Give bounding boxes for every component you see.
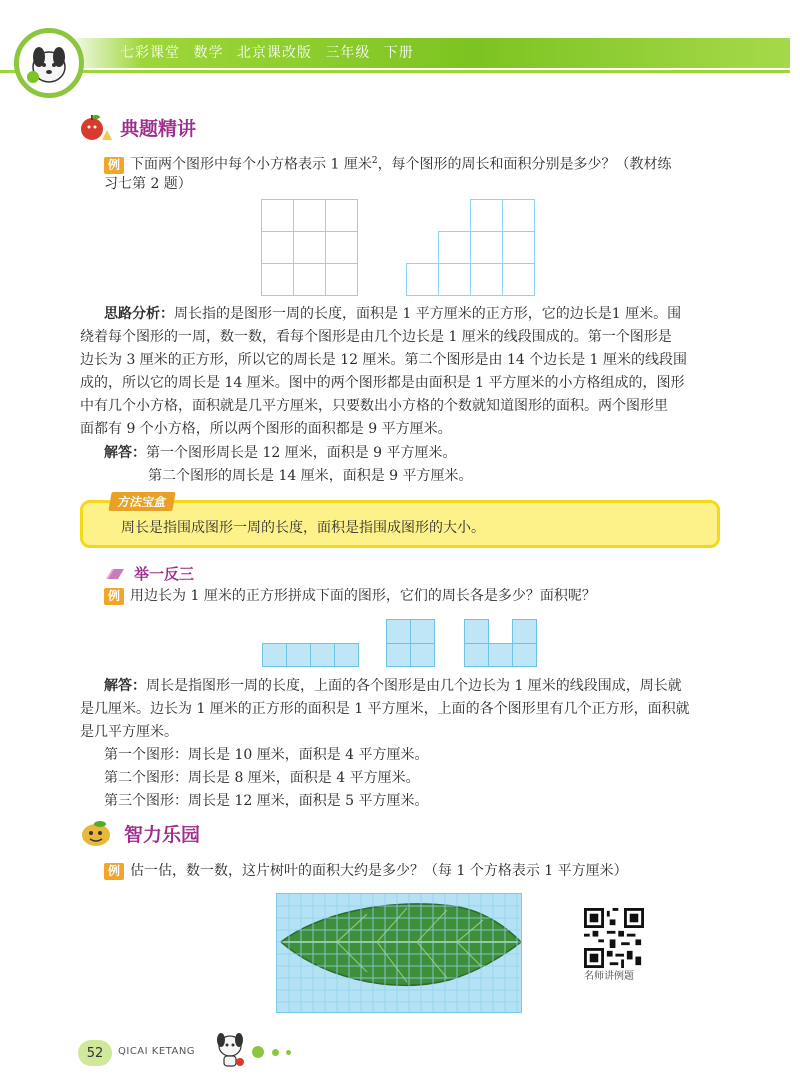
grid-cell	[325, 263, 358, 296]
grid-cell	[512, 619, 537, 644]
dog-mascot-icon	[212, 1030, 248, 1070]
analysis-line-4: 成的，所以它的周长是 14 厘米。图中的两个图形都是由面积是 1 平方厘米的小方格组成的，图形	[80, 375, 685, 391]
grid-cell	[325, 199, 358, 232]
grid-cell	[334, 643, 359, 667]
example-tag: 例	[104, 588, 124, 605]
grid-cell	[293, 231, 326, 264]
grid-cell	[470, 199, 503, 232]
grid-cell	[310, 643, 335, 667]
method-text: 周长是指围成图形一周的长度，面积是指围成图形的大小。	[121, 520, 485, 536]
section-heading-puzzle	[78, 818, 200, 848]
grid-cell	[470, 263, 503, 296]
analysis-line-6: 面都有 9 个小方格，所以两个图形的面积都是 9 平方厘米。	[80, 421, 452, 437]
answer-line-1	[104, 442, 457, 465]
grid-cell	[512, 643, 537, 667]
grid-cell	[410, 619, 435, 644]
grid-cell	[325, 231, 358, 264]
grid-cell	[464, 619, 489, 644]
analysis-line-3: 边长为 3 厘米的正方形，所以它的周长是 12 厘米。第二个图形是由 14 个边长是 1 厘米的线段围	[80, 352, 688, 368]
grid-cell	[410, 643, 435, 667]
question-text: 估一估，数一数，这片树叶的面积大约是多少？（每 1 个方格表示 1 平方厘米）	[130, 863, 628, 879]
practice-answer-line-2: 是几厘米。边长为 1 厘米的正方形的面积是 1 平方厘米，上面的各个图形里有几个正方形，面积就	[80, 701, 690, 717]
grid-cell	[470, 231, 503, 264]
answer-text: 第一个图形周长是 12 厘米，面积是 9 平方厘米。	[146, 445, 457, 461]
method-tag: 方法宝盒	[108, 492, 175, 511]
page-number: 52	[78, 1040, 112, 1066]
section-heading-practice	[104, 563, 194, 584]
answer-label: 解答：	[104, 678, 146, 694]
fruit-mascot-icon	[78, 818, 116, 848]
grid-cell	[261, 263, 294, 296]
footer-brand: QICAI KETANG	[118, 1046, 196, 1057]
leaf-grid-figure	[276, 893, 522, 1013]
grid-cell	[293, 263, 326, 296]
qr-code-icon[interactable]	[584, 908, 644, 968]
answer-line-2: 第二个图形的周长是 14 厘米，面积是 9 平方厘米。	[148, 468, 473, 484]
decor-dot	[286, 1050, 291, 1055]
header-title: 七彩课堂 数学 北京课改版 三年级 下册	[120, 45, 414, 61]
analysis-line-1	[104, 303, 744, 326]
grid-cell	[488, 643, 513, 667]
grid-cell	[386, 643, 411, 667]
grid-cell	[262, 643, 287, 667]
analysis-line-2: 绕着每个图形的一周，数一数，看每个图形是由几个边长是 1 厘米的线段围成的。第一个图形是	[80, 329, 672, 345]
superscript: 2	[371, 156, 378, 166]
analysis-line-5: 中有几个小方格，面积就是几平方厘米，只要数出小方格的个数就知道图形的面积。两个图形里	[80, 398, 668, 414]
mascot-icon	[19, 33, 79, 93]
grid-cell	[438, 231, 471, 264]
example-question-line2: 习七第 2 题）	[104, 176, 192, 192]
section-title: 举一反三	[134, 565, 195, 583]
grid-cell	[286, 643, 311, 667]
question-text-b: ，每个图形的周长和面积分别是多少？（教材练	[377, 156, 672, 173]
decor-dot	[252, 1046, 264, 1058]
decor-dot	[272, 1049, 279, 1056]
question-text-a: 下面两个图形中每个小方格表示 1 厘米	[130, 156, 372, 173]
analysis-label: 思路分析：	[104, 306, 174, 322]
example-tag: 例	[104, 157, 124, 174]
header-underline	[0, 70, 790, 73]
grid-cell	[386, 619, 411, 644]
method-box	[80, 500, 720, 548]
answer-label: 解答：	[104, 445, 146, 461]
practice-question	[104, 585, 744, 608]
qr-caption: 名师讲例题	[584, 971, 634, 982]
practice-answer-line-1	[104, 675, 744, 698]
grid-cell	[502, 231, 535, 264]
example-question	[104, 150, 744, 177]
section-title: 智力乐园	[124, 823, 201, 846]
eraser-icon	[104, 567, 126, 581]
grid-overlay	[277, 894, 522, 1013]
grid-cell	[261, 199, 294, 232]
analysis-text: 周长指的是图形一周的长度，面积是 1 平方厘米的正方形，它的边长是1 厘米。围	[174, 306, 682, 322]
grid-cell	[293, 199, 326, 232]
section-title: 典题精讲	[120, 117, 197, 140]
result-line-1: 第一个图形：周长是 10 厘米，面积是 4 平方厘米。	[104, 747, 429, 763]
grid-cell	[406, 263, 439, 296]
answer-text: 周长是指图形一周的长度，上面的各个图形是由几个边长为 1 厘米的线段围成，周长就	[146, 678, 682, 694]
grid-cell	[502, 263, 535, 296]
grid-cell	[464, 643, 489, 667]
practice-answer-line-3: 是几平方厘米。	[80, 724, 178, 740]
grid-cell	[502, 199, 535, 232]
example-tag: 例	[104, 863, 124, 880]
grid-cell	[438, 263, 471, 296]
result-line-3: 第三个图形：周长是 12 厘米，面积是 5 平方厘米。	[104, 793, 429, 809]
mascot-badge	[14, 28, 84, 98]
result-line-2: 第二个图形：周长是 8 厘米，面积是 4 平方厘米。	[104, 770, 420, 786]
apple-mascot-icon	[78, 112, 112, 142]
section-heading-example	[78, 112, 196, 142]
question-text: 用边长为 1 厘米的正方形拼成下面的图形，它们的周长各是多少？面积呢？	[130, 588, 596, 604]
puzzle-question	[104, 860, 744, 883]
grid-cell	[261, 231, 294, 264]
